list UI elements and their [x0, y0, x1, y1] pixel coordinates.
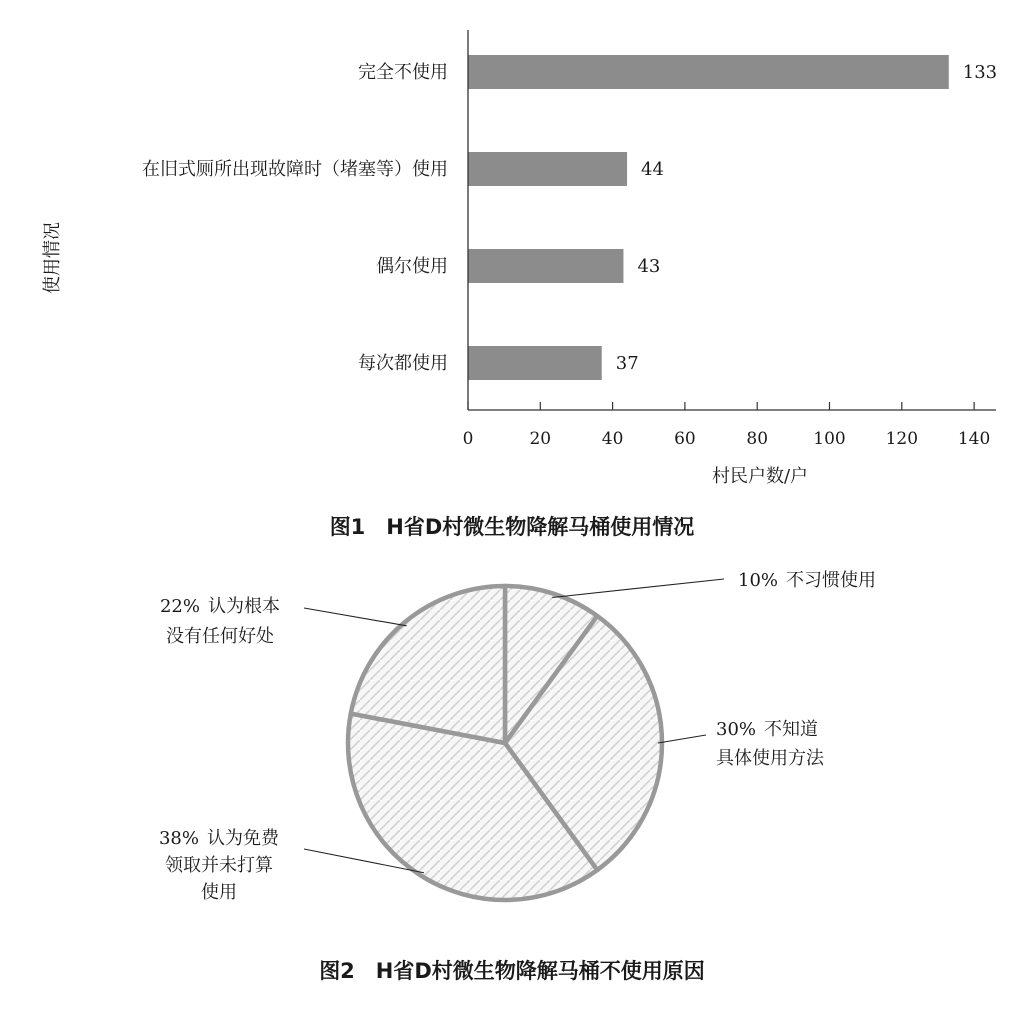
pie-slice-text: 不知道: [764, 719, 819, 740]
pie-slice-text: 具体使用方法: [716, 748, 824, 769]
bar-value-label: 43: [637, 256, 661, 277]
x-tick-label: 100: [813, 429, 846, 449]
bar-value-label: 133: [962, 62, 998, 83]
pie-slice-text: 不习惯使用: [786, 570, 877, 591]
x-tick-label: 20: [529, 429, 552, 449]
x-tick-label: 0: [462, 429, 474, 449]
bar-value-label: 37: [615, 353, 639, 374]
pie-slice-percent: 38%: [158, 828, 200, 849]
x-tick-label: 80: [746, 429, 769, 449]
bar: [468, 152, 627, 186]
bar: [468, 55, 949, 89]
pie-slice-text: 领取并未打算: [165, 855, 273, 876]
bar-category-label: 偶尔使用: [376, 256, 448, 277]
pie-slice-percent: 10%: [738, 570, 779, 591]
pie-slice-label: [159, 828, 280, 903]
x-tick-label: 140: [957, 429, 991, 449]
pie-slice-text: 认为根本: [208, 596, 281, 617]
x-tick-label: 120: [885, 429, 919, 449]
pie-slice: [351, 586, 505, 743]
bar: [468, 249, 623, 283]
pie-slice-text: 使用: [201, 882, 237, 903]
pie-slice-text: 认为免费: [207, 828, 280, 849]
pie-slice-label: [738, 570, 876, 591]
x-tick-label: 40: [601, 429, 624, 449]
pie-leader-line: [552, 579, 724, 597]
bar-chart: [42, 30, 997, 539]
bar-chart-title: 图1 H省D村微生物降解马桶使用情况: [329, 515, 695, 539]
pie-slice-percent: 22%: [159, 596, 201, 617]
x-tick-label: 60: [674, 429, 696, 449]
pie-slice-label: [716, 719, 825, 769]
bar-category-label: 在旧式厕所出现故障时（堵塞等）使用: [142, 159, 448, 180]
pie-leader-line: [658, 735, 706, 743]
pie-chart: [159, 570, 876, 983]
pie-slice-label: [160, 595, 280, 647]
bar: [468, 346, 602, 380]
pie-chart-title: 图2 H省D村微生物降解马桶不使用原因: [319, 959, 705, 983]
pie-slice-percent: 30%: [716, 719, 757, 740]
bar-y-axis-label: 使用情况: [42, 222, 63, 294]
pie-slice-text: 没有任何好处: [166, 626, 274, 647]
bar-category-label: 完全不使用: [358, 62, 448, 83]
pie-leader-line: [304, 608, 407, 626]
bar-category-label: 每次都使用: [358, 353, 448, 374]
bar-x-axis-label: 村民户数/户: [711, 466, 809, 487]
bar-value-label: 44: [641, 159, 664, 180]
